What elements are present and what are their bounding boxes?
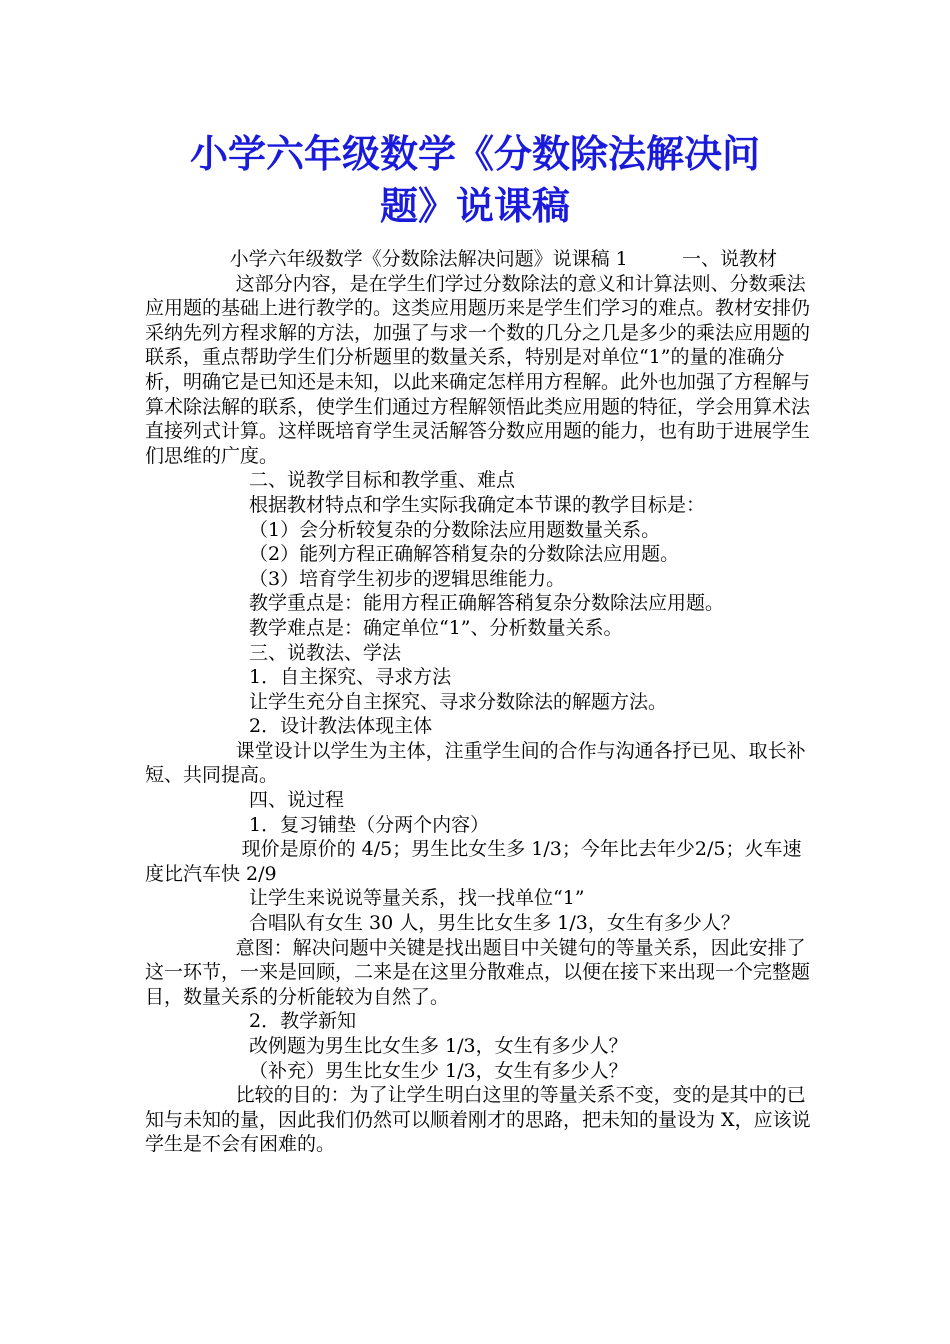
paragraph: 1．自主探究、寻求方法 xyxy=(249,666,452,689)
paragraph: 四、说过程 xyxy=(249,789,345,812)
paragraph: 小学六年级数学《分数除法解决问题》说课稿 1 一、说教材 xyxy=(145,248,778,270)
paragraph: 让学生充分自主探究、寻求分数除法的解题方法。 xyxy=(249,690,668,713)
paragraph: 2．设计教法体现主体 xyxy=(249,715,433,738)
paragraph: 这部分内容，是在学生们学过分数除法的意义和计算法则、分数乘法应用题的基础上进行教学的。这类应用题历来是学生们学习的难点。教材安排仍采纳先列方程求解的方法，加强了与求一个数的几分之几是多少的乘法应用题的联系，重点帮助学生们分析题里的数量关系，特别是对单位“1”的量的准确分析，明确它是已知还是未知，以此来确定怎样用方程解。此外也加强了方程解与算术除法解的联系，使学生们通过方程解领悟此类应用题的特征，学会用算术法直接列式计算。这样既培育学生灵活解答分数应用题的能力，也有助于进展学生们思维的广度。 xyxy=(145,272,811,467)
paragraph: 教学重点是：能用方程正确解答稍复杂分数除法应用题。 xyxy=(249,592,725,615)
title-line-2: 题》说课稿 xyxy=(379,184,570,228)
paragraph: （3）培育学生初步的逻辑思维能力。 xyxy=(249,567,566,590)
paragraph: （2）能列方程正确解答稍复杂的分数除法应用题。 xyxy=(249,543,680,566)
paragraph: 二、说教学目标和教学重、难点 xyxy=(249,469,516,492)
paragraph: 教学难点是：确定单位“1”、分析数量关系。 xyxy=(249,616,623,639)
paragraph: 比较的目的：为了让学生明白这里的等量关系不变，变的是其中的已知与未知的量，因此我们仍然可以顺着刚才的思路，把未知的量设为 X，应该说学生是不会有困难的。 xyxy=(145,1084,811,1156)
paragraph: 课堂设计以学生为主体，注重学生间的合作与沟通各抒已见、取长补短、共同提高。 xyxy=(145,739,806,787)
paragraph: 三、说教法、学法 xyxy=(249,641,402,664)
document-title xyxy=(100,128,850,232)
document-body xyxy=(145,247,815,1157)
paragraph: 2．教学新知 xyxy=(249,1010,357,1033)
paragraph: 改例题为男生比女生多 1/3，女生有多少人？ xyxy=(249,1035,628,1057)
paragraph: （补充）男生比女生少 1/3，女生有多少人？ xyxy=(249,1059,628,1082)
paragraph: 合唱队有女生 30 人，男生比女生多 1/3，女生有多少人？ xyxy=(249,912,740,935)
title-line-1: 小学六年级数学《分数除法解决问 xyxy=(189,132,760,176)
paragraph: （1）会分析较复杂的分数除法应用题数量关系。 xyxy=(249,518,661,541)
paragraph: 1．复习铺垫（分两个内容） xyxy=(249,813,490,836)
paragraph: 根据教材特点和学生实际我确定本节课的教学目标是： xyxy=(249,493,706,516)
paragraph: 现价是原价的 4/5；男生比女生多 1/3；今年比去年少2/5；火车速度比汽车快 2/9 xyxy=(145,838,802,885)
paragraph: 意图：解决问题中关键是找出题目中关键句的等量关系，因此安排了这一环节，一来是回顾，二来是在这里分散难点，以便在接下来出现一个完整题目，数量关系的分析能较为自然了。 xyxy=(145,936,811,1008)
paragraph: 让学生来说说等量关系，找一找单位“1” xyxy=(249,887,585,910)
